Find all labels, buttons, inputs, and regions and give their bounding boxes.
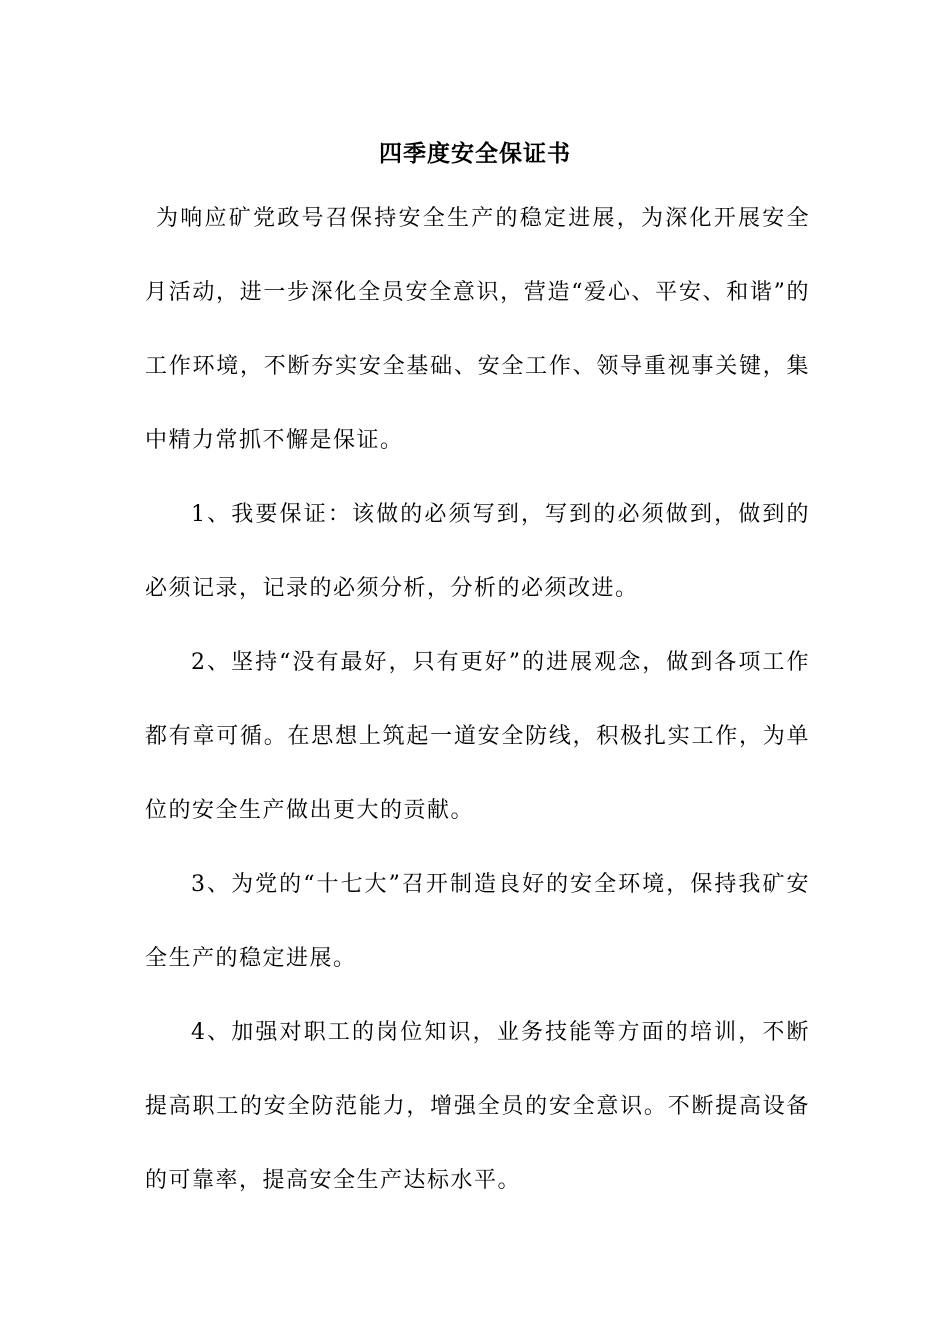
intro-paragraph: 为响应矿党政号召保持安全生产的稳定进展，为深化开展安全月活动，进一步深化全员安全意识，营造“爱心、平安、和谐”的工作环境，不断夯实安全基础、安全工作、领导重视事关键，集中精力常抓不懈是保证。	[145, 206, 810, 453]
pledge-item-2: 2、坚持“没有最好，只有更好”的进展观念，做到各项工作都有章可循。在思想上筑起一道安全防线，积极扎实工作，为单位的安全生产做出更大的贡献。	[145, 650, 810, 823]
pledge-item-4: 4、加强对职工的岗位知识，业务技能等方面的培训，不断提高职工的安全防范能力，增强全员的安全意识。不断提高设备的可靠率，提高安全生产达标水平。	[145, 1020, 810, 1193]
document-body	[145, 182, 810, 1218]
pledge-item-1: 1、我要保证：该做的必须写到，写到的必须做到，做到的必须记录，记录的必须分析，分析的必须改进。	[145, 502, 810, 601]
document-title: 四季度安全保证书	[379, 140, 571, 167]
pledge-item-3: 3、为党的“十七大”召开制造良好的安全环境，保持我矿安全生产的稳定进展。	[145, 872, 810, 971]
